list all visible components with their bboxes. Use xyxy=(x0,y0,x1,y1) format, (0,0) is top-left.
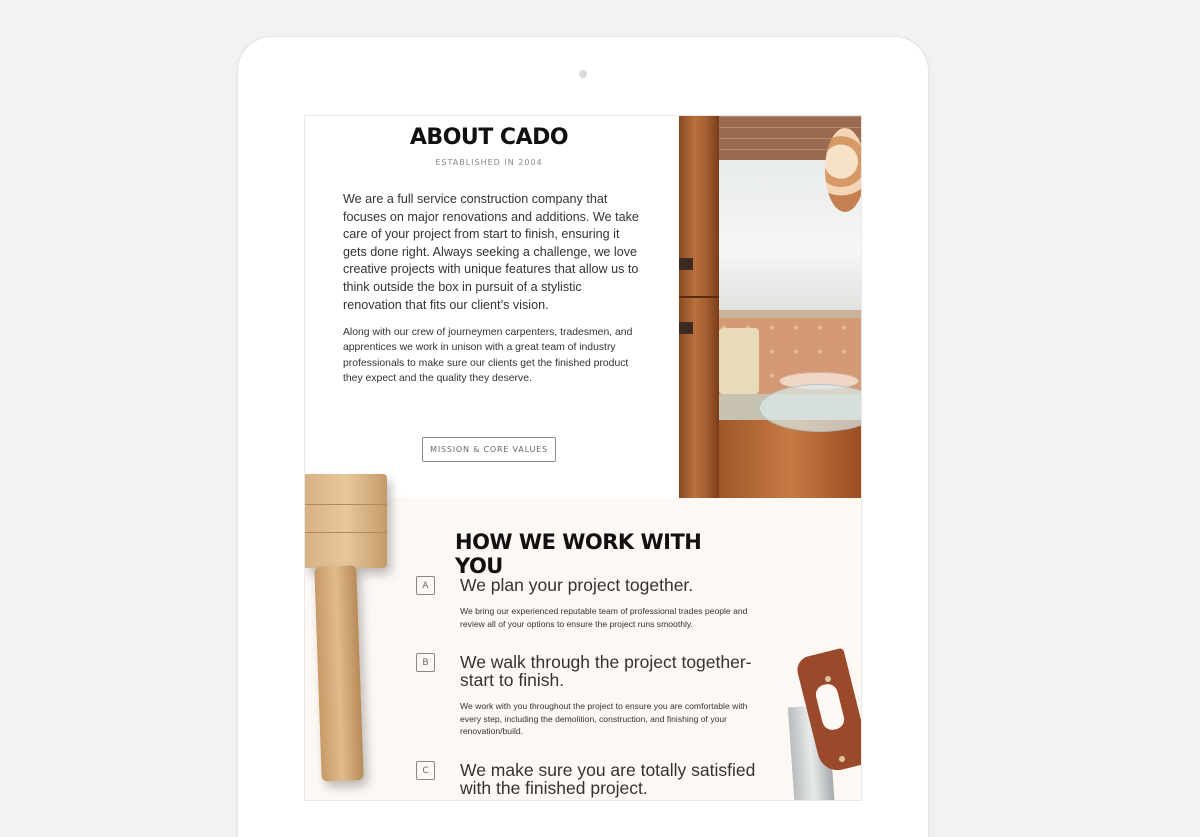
mallet-grain xyxy=(305,532,387,533)
about-paragraph-2: Along with our crew of journeymen carpenters, tradesmen, and apprentices we work in unison with a great team of industry professionals to make sure our clients get the finished product they expect and the quality they deserve. xyxy=(343,327,633,385)
pendant-lamp xyxy=(825,128,861,212)
step-badge-a: A xyxy=(416,576,435,595)
step-body-b: We work with you throughout the project to ensure you are comfortable with every step, including the demolition, construction, and finishing of your renovation/build. xyxy=(460,701,748,737)
about-section xyxy=(305,116,679,498)
step-badge-c: C xyxy=(416,761,435,780)
bench-base xyxy=(719,420,861,498)
wood-cabinet xyxy=(679,116,719,498)
pillow xyxy=(719,328,759,394)
window-sill xyxy=(719,310,861,318)
cabinet-handle xyxy=(679,322,693,334)
mallet-grain xyxy=(305,504,387,505)
cabinet-seam xyxy=(679,296,719,298)
saw-rivet xyxy=(825,676,831,682)
step-body-a: We bring our experienced reputable team of professional trades people and review all of your options to ensure the project runs smoothly. xyxy=(460,606,748,629)
kitchen-nook-photo xyxy=(679,116,861,498)
mission-core-values-button[interactable]: MISSION & CORE VALUES xyxy=(422,437,556,462)
step-heading-a: We plan your project together. xyxy=(460,575,694,595)
tablet-camera xyxy=(579,70,587,78)
tablet-frame xyxy=(238,37,928,837)
mallet-image xyxy=(305,474,387,568)
cabinet-handle xyxy=(679,258,693,270)
about-subtitle: ESTABLISHED IN 2004 xyxy=(435,158,543,167)
saw-rivet xyxy=(839,756,845,762)
how-title: HOW WE WORK WITH YOU xyxy=(455,530,702,578)
about-paragraph-1: We are a full service construction company that focuses on major renovations and additions. We take care of your project from start to finish, ensuring it gets done right. Always seeking a challenge, we love creative projects with unique features that allow us to think outside the box in pursuit of a stylistic renovation that fits our client’s vision. xyxy=(343,192,639,312)
screen xyxy=(305,116,861,800)
step-heading-c: We make sure you are totally satisfied with the finished project. xyxy=(460,760,756,798)
step-heading-b: We walk through the project together-start to finish. xyxy=(460,652,752,690)
about-title: ABOUT CADO xyxy=(409,125,569,150)
mallet-handle xyxy=(314,565,363,781)
step-badge-b: B xyxy=(416,653,435,672)
how-we-work-section xyxy=(305,498,861,800)
